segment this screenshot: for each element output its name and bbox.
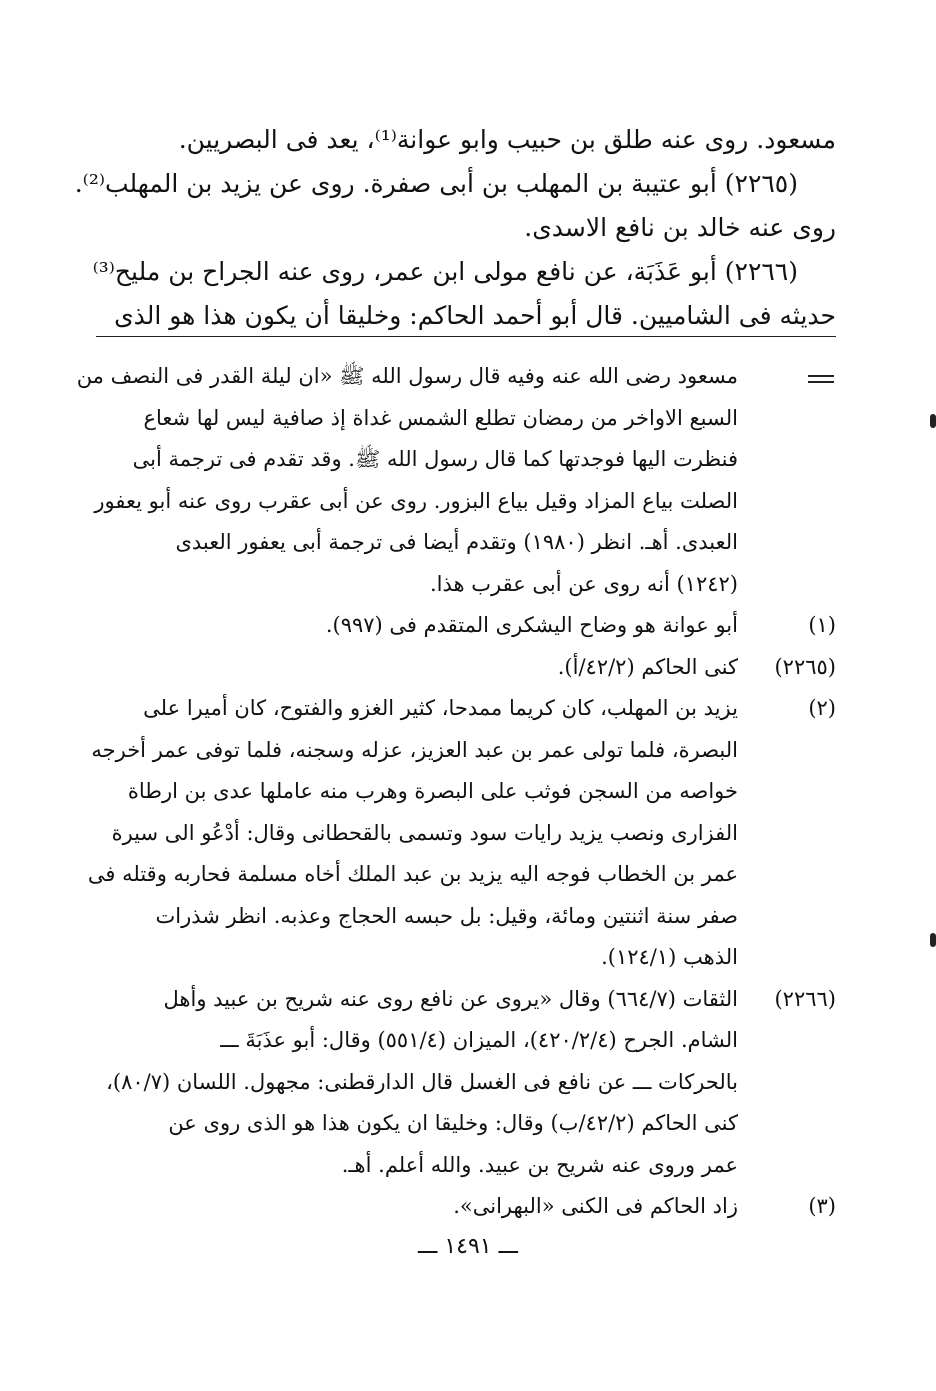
footnote-line: فنظرت اليها فوجدتها كما قال رسول الله ﷺ. وقد تقدم فى ترجمة أبى xyxy=(132,447,738,471)
footnote-key: (٢) xyxy=(808,696,836,720)
footnote-line: (١٢٤٢) أنه روى عن أبى عقرب هذا. xyxy=(429,571,738,596)
footnote-line: بالحركات ـــ عن نافع فى الغسل قال الدارقطنى: مجهول. اللسان (٨٠/٧)، xyxy=(106,1069,738,1094)
footnote-2 xyxy=(87,688,836,979)
main-line: (٢٢٦٥) أبو عتيبة بن المهلب بن أبى صفرة. روى عن يزيد بن المهلب⁽²⁾. xyxy=(74,169,798,198)
footnote-line: كنى الحاكم (٤٢/٢/ب) وقال: وخليقا ان يكون هذا هو الذى روى عن xyxy=(168,1111,738,1135)
footnote-3 xyxy=(96,1186,836,1228)
footnote-key: (٢٢٦٥) xyxy=(774,654,836,679)
footnote-line: يزيد بن المهلب، كان كريما ممدحا، كثير الغزو والفتوح، كان أميرا على xyxy=(143,696,738,720)
footnote-line: كنى الحاكم (٤٢/٢/أ). xyxy=(557,654,738,679)
main-line: (٢٢٦٦) أبو عَذَبَة، عن نافع مولى ابن عمر، روى عنه الجراح بن مليح⁽³⁾ xyxy=(92,257,798,286)
footnote-line: زاد الحاكم فى الكنى «البهرانى». xyxy=(453,1194,738,1218)
footnote-line: خواصه من السجن فوثب على البصرة وهرب منه عاملها عدى بن ارطاة xyxy=(127,779,738,803)
footnote-key: (٢٢٦٦) xyxy=(774,986,836,1011)
footnotes xyxy=(76,356,836,1228)
footnote-2265 xyxy=(96,647,836,689)
footnote-2266 xyxy=(96,979,836,1187)
page-number: ـــ ١٤٩١ ـــ xyxy=(418,1234,518,1259)
footnote-line: السبع الاواخر من رمضان تطلع الشمس غداة إذ صافية ليس لها شعاع xyxy=(143,405,738,430)
footnote-line: أبو عوانة هو وضاح اليشكرى المتقدم فى (٩٩٧). xyxy=(325,613,738,637)
main-text xyxy=(74,118,836,338)
main-line: روى عنه خالد بن نافع الاسدى. xyxy=(524,213,836,242)
footnote-line: الذهب (١٢٤/١). xyxy=(601,945,738,969)
footnote-line: صفر سنة اثنتين ومائة، وقيل: بل حبسه الحجاج وعذبه. انظر شذرات xyxy=(155,903,738,928)
footnote-line: الثقات (٦٦٤/٧) وقال «يروى عن نافع روى عنه شريح بن عبيد وأهل xyxy=(163,986,738,1011)
main-line: حديثه فى الشاميين. قال أبو أحمد الحاكم: وخليقا أن يكون هذا هو الذى xyxy=(114,301,836,330)
continuation-marker xyxy=(738,356,836,398)
footnote-line: الشام. الجرح (٤٢٠/٢/٤)، الميزان (٥٥١/٤) وقال: أبو عذَبَةَ ـــ xyxy=(220,1028,738,1052)
footnote-line: البصرة، فلما تولى عمر بن عبد العزيز، عزله وسجنه، فلما توفى عمر أخرجه xyxy=(91,737,738,762)
footnote-key: (٣) xyxy=(808,1194,836,1218)
footnote-line: العبدى. أهـ. انظر (١٩٨٠) وتقدم أيضا فى ترجمة أبى يعفور العبدى xyxy=(175,530,738,554)
footnote-line: الصلت بياع المزاد وقيل بياع البزور. روى عن أبى عقرب روى عنه أبو يعفور xyxy=(94,488,738,513)
footnote-line: مسعود رضى الله عنه وفيه قال رسول الله ﷺ «ان ليلة القدر فى النصف من xyxy=(76,364,738,388)
main-text-underline xyxy=(96,336,836,337)
footnote-key: (١) xyxy=(808,613,836,637)
scan-edge-mark xyxy=(930,414,936,428)
footnote-line: الفزارى ونصب يزيد رايات سود وتسمى بالقحطانى وقال: أدْعُو الى سيرة xyxy=(111,820,738,845)
footnote-line: عمر بن الخطاب فوجه اليه يزيد بن عبد الملك أخاه مسلمة فحاربه وقتله فى xyxy=(87,862,738,886)
footnote-continuation xyxy=(76,356,836,605)
scan-edge-mark xyxy=(930,933,936,947)
footnote-1 xyxy=(96,605,836,647)
main-line: مسعود. روى عنه طلق بن حبيب وابو عوانة⁽¹⁾، يعد فى البصريين. xyxy=(178,125,836,154)
footnote-line: عمر وروى عنه شريح بن عبيد. والله أعلم. أهـ. xyxy=(341,1152,738,1177)
